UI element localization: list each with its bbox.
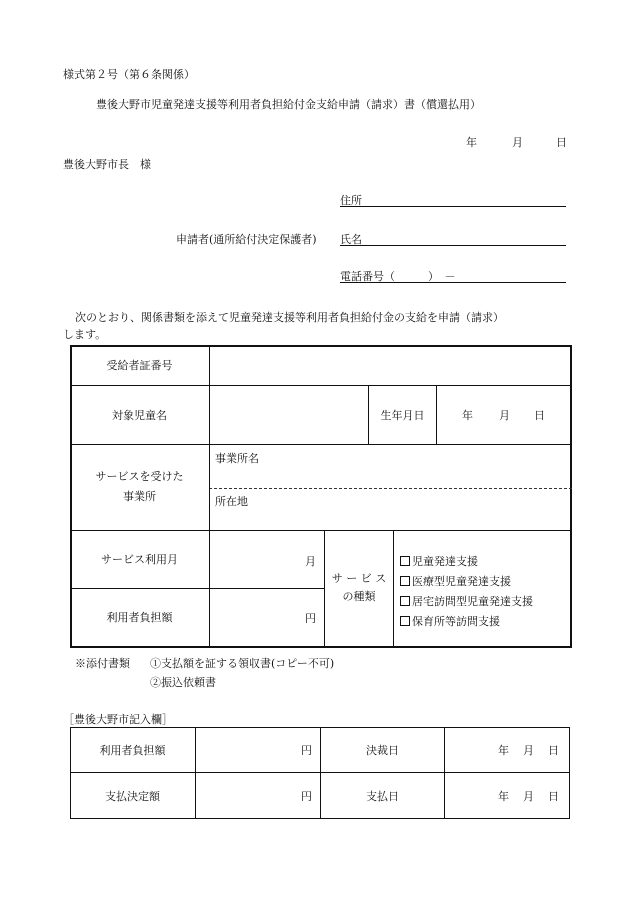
date-month: 月 (523, 743, 534, 757)
approval-date-input[interactable] (445, 727, 569, 772)
facility-label (70, 444, 209, 530)
date-year: 年 (498, 743, 509, 757)
service-option-label: 保育所等訪問支援 (412, 615, 500, 628)
address-label: 住所 (340, 194, 362, 207)
facility-name-label: 事業所名 (215, 452, 259, 465)
birth-date-label: 生年月日 (380, 408, 425, 422)
service-type-label (325, 530, 393, 646)
statement-line-1: 次のとおり、関係書類を添えて児童発達支援等利用者負担給付金の支給を申請（請求） (75, 311, 504, 324)
checkbox-icon[interactable] (400, 576, 410, 586)
phone-label: 電話番号（ ） － (340, 270, 456, 283)
facility-label-line-2: 事業所 (123, 490, 156, 503)
user-cost-label: 利用者負担額 (106, 611, 173, 624)
facility-location-input[interactable] (210, 489, 570, 530)
date-month: 月 (523, 789, 534, 803)
service-option[interactable] (400, 612, 533, 632)
date-day: 日 (556, 136, 567, 149)
service-option-label: 居宅訪問型児童発達支援 (412, 595, 533, 608)
recipient-number-input[interactable] (210, 347, 570, 385)
checkbox-icon[interactable] (400, 556, 410, 566)
main-table (70, 345, 572, 648)
yen-unit: 円 (301, 743, 312, 757)
birth-date-input[interactable] (437, 385, 570, 444)
payment-amount-label: 支払決定額 (105, 789, 160, 803)
service-option-label: 児童発達支援 (412, 555, 478, 568)
service-option-label: 医療型児童発達支援 (412, 575, 511, 588)
city-user-cost-label: 利用者負担額 (99, 743, 166, 757)
month-unit: 月 (305, 555, 316, 568)
service-type-label-line-2: の種類 (342, 590, 376, 603)
city-table (70, 727, 570, 819)
payment-date-label: 支払日 (366, 789, 399, 803)
date-year: 年 (466, 136, 477, 149)
submission-date (466, 134, 567, 150)
service-options (400, 552, 533, 632)
birth-day: 日 (534, 408, 545, 422)
facility-label-line-1: サービスを受けた (95, 470, 184, 483)
service-option[interactable] (400, 572, 533, 592)
payment-date-input[interactable] (445, 773, 569, 818)
service-type-label-line-1: サ ー ビ ス (331, 572, 387, 585)
birth-year: 年 (462, 408, 473, 422)
name-field[interactable] (340, 231, 566, 246)
facility-location-label: 所在地 (215, 495, 248, 508)
statement-line-2: します。 (63, 328, 107, 341)
checkbox-icon[interactable] (400, 616, 410, 626)
date-day: 日 (548, 789, 559, 803)
attachments-heading: ※添付書類 (75, 657, 130, 670)
facility-name-input[interactable] (210, 445, 570, 488)
approval-date-label: 決裁日 (366, 743, 399, 757)
child-name-label: 対象児童名 (112, 408, 167, 422)
payment-amount-input[interactable] (196, 773, 320, 818)
yen-unit: 円 (305, 611, 316, 625)
form-number: 様式第２号（第６条関係） (63, 68, 195, 81)
attachment-item: ②振込依頼書 (150, 676, 216, 689)
user-cost-input[interactable] (210, 589, 324, 646)
date-day: 日 (548, 743, 559, 757)
name-label: 氏名 (340, 233, 362, 246)
address-field[interactable] (340, 192, 566, 207)
attachment-item: ①支払額を証する領収書(コピー不可) (150, 657, 335, 670)
addressee: 豊後大野市長 様 (63, 158, 151, 171)
recipient-number-label: 受給者証番号 (106, 359, 173, 372)
checkbox-icon[interactable] (400, 596, 410, 606)
birth-month: 月 (499, 408, 510, 422)
phone-field[interactable] (340, 268, 566, 283)
form-title: 豊後大野市児童発達支援等利用者負担給付金支給申請（請求）書（償還払用） (96, 98, 481, 111)
service-month-input[interactable] (210, 531, 324, 588)
service-option[interactable] (400, 552, 533, 572)
city-section-heading: ［豊後大野市記入欄］ (63, 713, 173, 726)
date-month: 月 (512, 136, 523, 149)
city-user-cost-input[interactable] (196, 727, 320, 772)
child-name-input[interactable] (210, 386, 368, 444)
date-year: 年 (498, 789, 509, 803)
service-option[interactable] (400, 592, 533, 612)
service-month-label: サービス利用月 (101, 553, 178, 566)
yen-unit: 円 (301, 789, 312, 803)
applicant-role-label: 申請者(通所給付決定保護者) (176, 233, 317, 246)
